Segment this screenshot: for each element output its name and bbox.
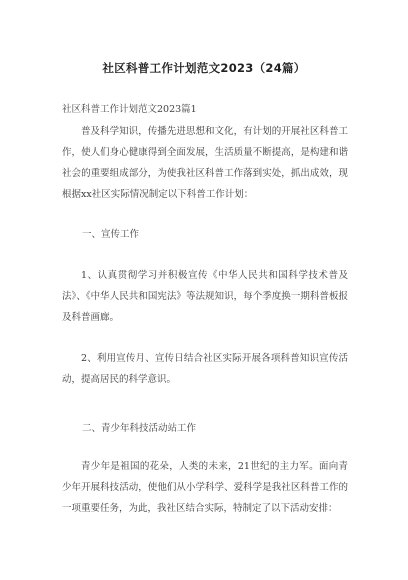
section-heading-publicity: 一、宣传工作: [82, 229, 140, 240]
document-title: 社区科普工作计划范文2023（24篇）: [102, 61, 306, 75]
publicity-item-1: 1、认真贯彻学习并积极宣传《中华人民共和国科学技术普及法》、《中华人民共和国宪法》等法规知识，每个季度换一期科普板报及科普画廊。: [62, 270, 348, 323]
youth-paragraph: 青少年是祖国的花朵，人类的未来，21世纪的主力军。面向青少年开展科技活动，使他们从小学科学、爱科学是我社区科普工作的一项重要任务，为此，我社区结合实际，特制定了以下活动安排：: [62, 461, 348, 514]
publicity-item-2: 2、利用宣传月、宣传日结合社区实际开展各项科普知识宣传活动，提高居民的科学意识。: [62, 353, 348, 385]
document-subtitle: 社区科普工作计划范文2023篇1: [62, 104, 197, 115]
intro-paragraph: 普及科学知识，传播先进思想和文化，有计划的开展社区科普工作，使人们身心健康得到全面发展，生活质量不断提高，是构建和谐社会的重要组成部分，为使我社区科普工作落到实处，抓出成效，现根据xx社区实际情况制定以下科普工作计划：: [62, 126, 348, 200]
section-heading-youth: 二、青少年科技活动站工作: [82, 423, 197, 434]
